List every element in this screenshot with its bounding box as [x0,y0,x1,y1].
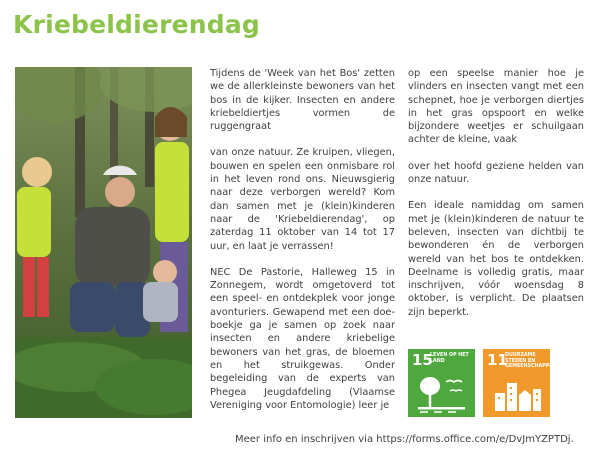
sdg-number: 11 [487,351,508,369]
article-column-1 [210,67,395,425]
tree-bird-icon [408,349,475,417]
article-paragraph: Tijdens de 'Week van het Bos' zetten we de allerkleinste bewoners van het bos in de kijker. Insecten en andere kriebeldiertjes vormen de ruggengraat [210,68,395,133]
article-paragraph: van onze natuur. Ze kruipen, vliegen, bouwen en spelen een onmisbare rol in het leven rond ons. Nieuwsgierig naar deze verborgen wereld? Kom dan samen met je (klein)kinderen naar de 'Kriebeldierendag', op zaterdag 11 oktober van 14 tot 17 uur, en laat je verrassen! [210,147,395,252]
article-column-2 [408,67,584,332]
sdg-label: DUURZAME STEDEN EN GEMEENSCHAPPEN [505,353,557,370]
sdg-label: LEVEN OP HET LAND [430,353,469,364]
article-paragraph: op een speelse manier hoe je vlinders en insecten vangt met een schepnet, hoe je verborgen diertjes in het gras opspoort en welke bijzondere weetjes er schuilgaan achter de kleine, vaak [408,68,584,146]
registration-info: Meer info en inschrijven via https://forms.office.com/e/DvJmYZPTDj. [235,434,574,445]
sdg-11-badge [483,349,557,417]
article-paragraph: over het hoofd geziene helden van onze natuur. [408,160,584,186]
sdg-15-badge [408,349,475,417]
city-buildings-icon [483,349,557,417]
page-title: Kriebeldierendag [13,10,261,39]
article-paragraph: Een ideale namiddag om samen met je (klein)kinderen de natuur te beleven, insecten van dichtbij te bewonderen én de verborgen wereld van het bos te ontdekken. Deelname is volledig gratis, maar inschrijven, vóór woensdag 8 oktober, is verplicht. De plaatsen zijn beperkt. [408,200,584,318]
children-exploring-nature-photo [15,67,192,418]
sdg-number: 15 [412,351,433,369]
article-paragraph: NEC De Pastorie, Halleweg 15 in Zonnegem, wordt omgetoverd tot een speel- en ontdekplek voor jonge avonturiers. Gewapend met een doe-boekje ga je samen op zoek naar insecten en andere kriebelige bewoners van het gras, de bloemen en het struikgewas. Onder begeleiding van de experts van Phegea Jeugdafdeling (Vlaamse Vereniging voor Entomologie) leer je [210,266,395,411]
